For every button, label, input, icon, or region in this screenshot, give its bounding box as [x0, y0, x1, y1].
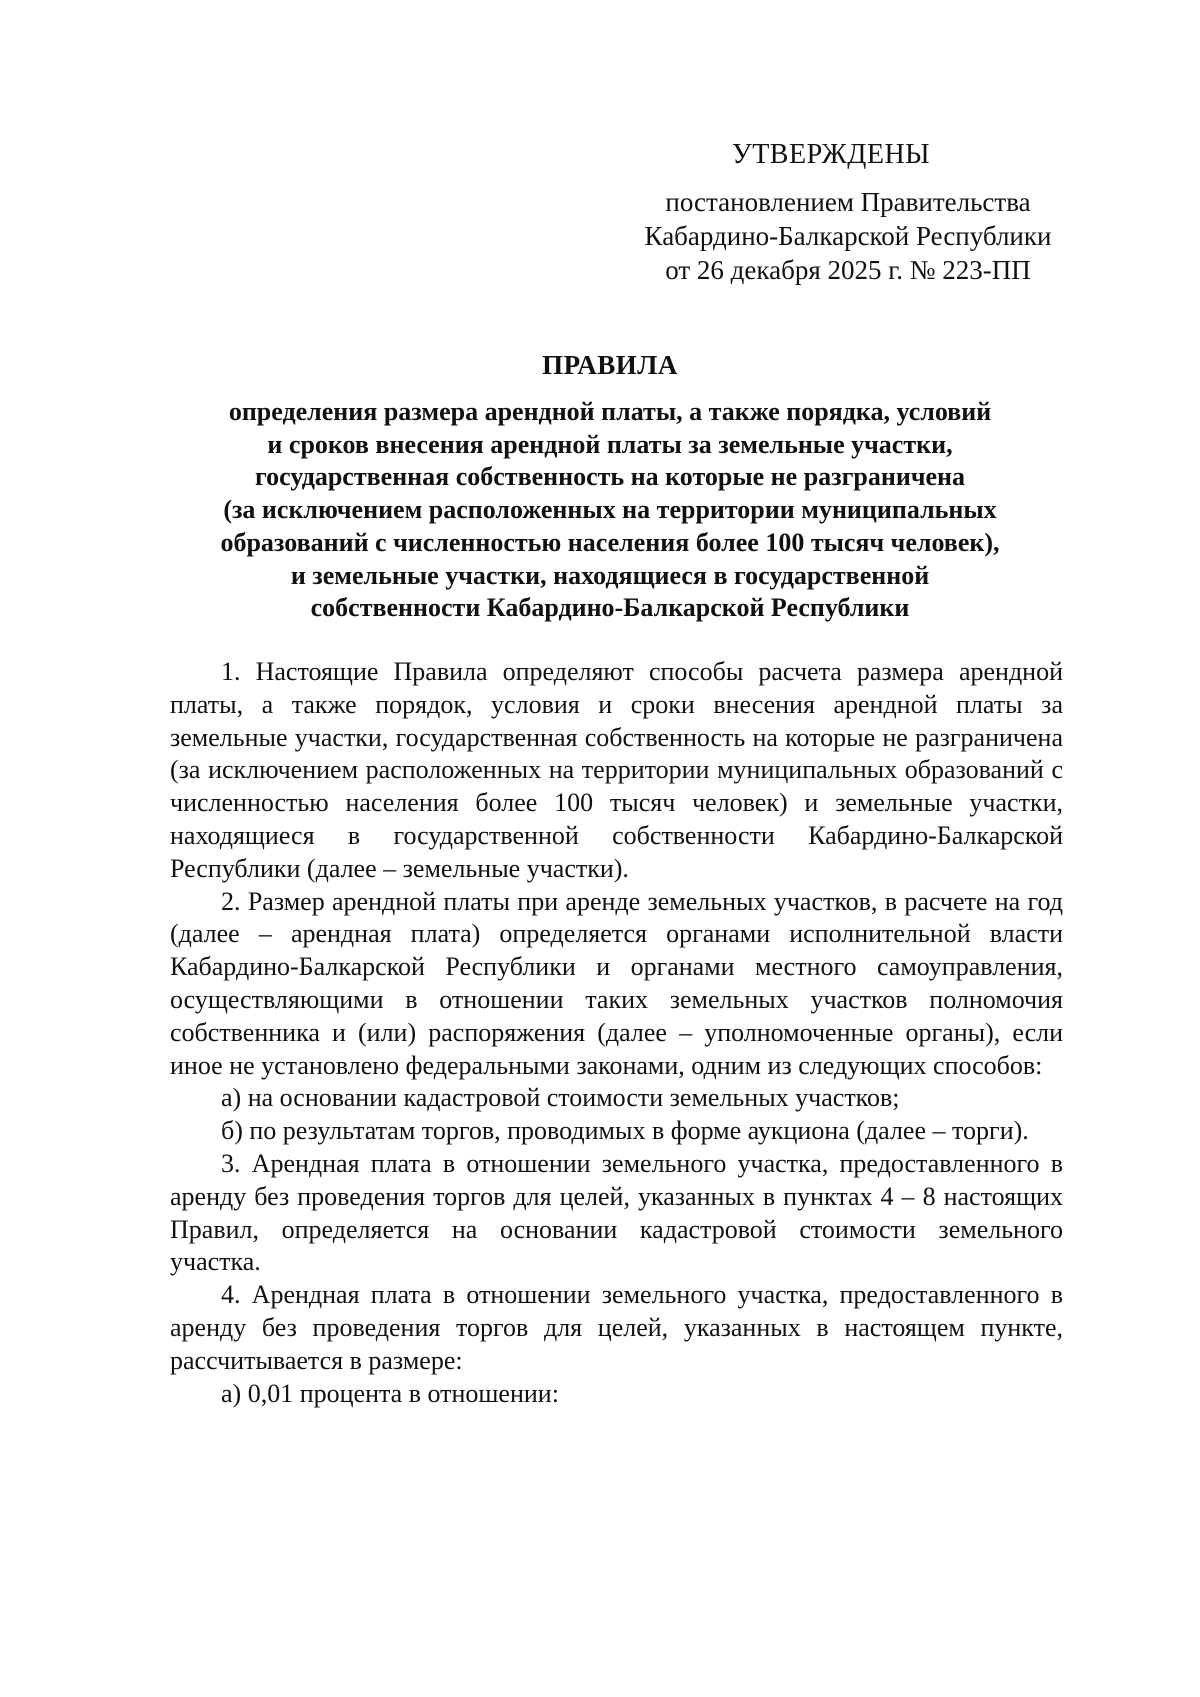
approval-line: Кабардино-Балкарской Республики	[644, 221, 1052, 251]
paragraph-4: 4. Арендная плата в отношении земельного участка, предоставленного в аренду без проведения торгов для целей, указанных в настоящем пункте, рассчитывается в размере:	[170, 1280, 1063, 1375]
paragraph-4a: а) 0,01 процента в отношении:	[221, 1378, 559, 1408]
document-heading	[160, 349, 1060, 625]
paragraph-2: 2. Размер арендной платы при аренде земельных участков, в расчете на год (далее – арендная плата) определяется органами исполнительной власти Кабардино-Балкарской Республики и органами местного самоуправления, осуществляющими в отношении таких земельных участков полномочия собственника и (или) распоряжения (далее – уполномоченные органы), если иное не установлено федеральными законами, одним из следующих способов:	[170, 886, 1063, 1080]
approval-line: постановлением Правительства	[665, 187, 1031, 217]
subtitle-line: и земельные участки, находящиеся в государственной	[290, 560, 930, 590]
document-body	[170, 656, 1063, 1410]
subtitle-line: определения размера арендной платы, а также порядка, условий	[228, 397, 992, 426]
approval-line: от 26 декабря 2025 г. № 223-ПП	[665, 255, 1031, 285]
paragraph-1: 1. Настоящие Правила определяют способы расчета размера арендной платы, а также порядок, условия и сроки внесения арендной платы за земельные участки, государственная собственность на которые не разграничена (за исключением расположенных на территории муниципальных образований с численностью населения более 100 тысяч человек) и земельные участки, находящиеся в государственной собственности Кабардино-Балкарской Республики (далее – земельные участки).	[170, 657, 1063, 883]
paragraph-2b: б) по результатам торгов, проводимых в форме аукциона (далее – торги).	[221, 1116, 1029, 1146]
paragraph-2a: а) на основании кадастровой стоимости земельных участков;	[221, 1083, 900, 1113]
subtitle-line: государственная собственность на которые не разграничена	[254, 462, 966, 492]
approval-stamp: УТВЕРЖДЕНЫ	[731, 139, 931, 170]
subtitle-line: образований с численностью населения более 100 тысяч человек),	[220, 527, 1000, 557]
paragraph-3: 3. Арендная плата в отношении земельного участка, предоставленного в аренду без проведения торгов для целей, указанных в пунктах 4 – 8 настоящих Правил, определяется на основании кадастровой стоимости земельного участка.	[170, 1148, 1063, 1277]
approval-block	[628, 138, 1068, 287]
subtitle-line: и сроков внесения арендной платы за земельные участки,	[267, 429, 953, 459]
document-title: ПРАВИЛА	[542, 350, 678, 380]
subtitle-line: (за исключением расположенных на территории муниципальных	[223, 495, 997, 525]
subtitle-line: собственности Кабардино-Балкарской Республики	[310, 593, 910, 623]
